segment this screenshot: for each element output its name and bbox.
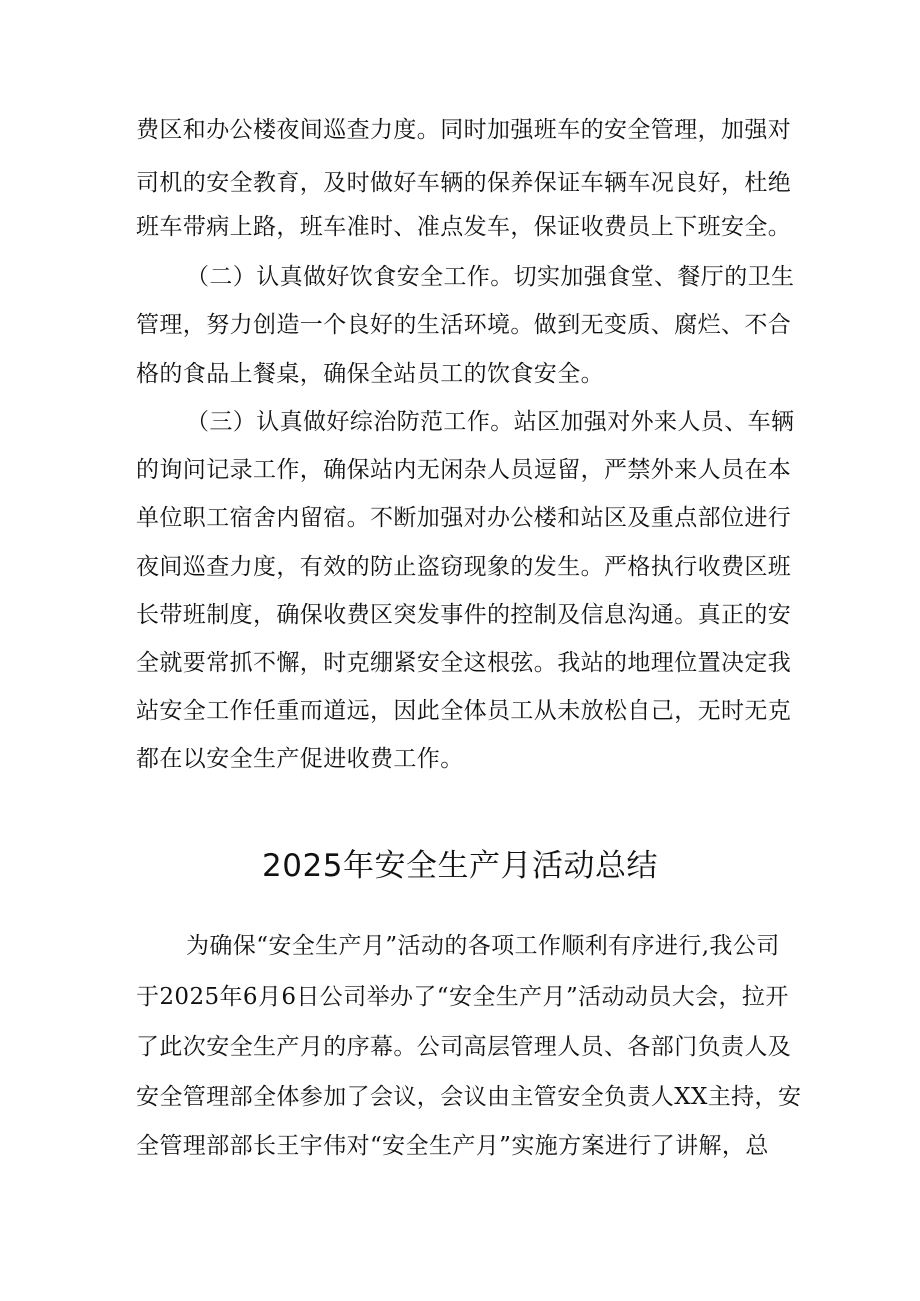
- paragraph-line: 于2025年6月6日公司举办了“安全生产月”活动动员大会，拉开: [136, 984, 789, 1010]
- paragraph-line: 班车带病上路，班车准时、准点发车，保证收费员上下班安全。: [136, 214, 792, 240]
- paragraph-line: 司机的安全教育，及时做好车辆的保养保证车辆车况良好，杜绝: [136, 170, 792, 196]
- paragraph-line: 全管理部部长王宇伟对“安全生产月”实施方案进行了讲解，总: [136, 1133, 769, 1159]
- paragraph-line: 管理，努力创造一个良好的生活环境。做到无变质、腐烂、不合: [136, 312, 792, 338]
- paragraph-line: 长带班制度，确保收费区突发事件的控制及信息沟通。真正的安: [136, 602, 792, 628]
- paragraph-line: 为确保“安全生产月”活动的各项工作顺利有序进行,我公司: [186, 933, 780, 959]
- paragraph-line: （三）认真做好综治防范工作。站区加强对外来人员、车辆: [186, 409, 795, 435]
- paragraph-line: 单位职工宿舍内留宿。不断加强对办公楼和站区及重点部位进行: [136, 505, 792, 531]
- paragraph-line: 全就要常抓不懈，时克绷紧安全这根弦。我站的地理位置决定我: [136, 650, 792, 676]
- paragraph-line: 了此次安全生产月的序幕。公司高层管理人员、各部门负责人及: [136, 1034, 792, 1060]
- paragraph-line: 安全管理部全体参加了会议，会议由主管安全负责人XX主持，安: [136, 1084, 802, 1110]
- document-heading: 2025年安全生产月活动总结: [262, 848, 658, 884]
- paragraph-line: 站安全工作任重而道远，因此全体员工从未放松自己，无时无克: [136, 698, 792, 724]
- paragraph-line: 都在以安全生产促进收费工作。: [136, 746, 464, 772]
- paragraph-line: 的询问记录工作，确保站内无闲杂人员逗留，严禁外来人员在本: [136, 457, 792, 483]
- paragraph-line: （二）认真做好饮食安全工作。切实加强食堂、餐厅的卫生: [186, 264, 795, 290]
- paragraph-line: 格的食品上餐桌，确保全站员工的饮食安全。: [136, 361, 604, 387]
- paragraph-line: 夜间巡查力度，有效的防止盗窃现象的发生。严格执行收费区班: [136, 554, 792, 580]
- paragraph-line: 费区和办公楼夜间巡查力度。同时加强班车的安全管理，加强对: [136, 117, 792, 143]
